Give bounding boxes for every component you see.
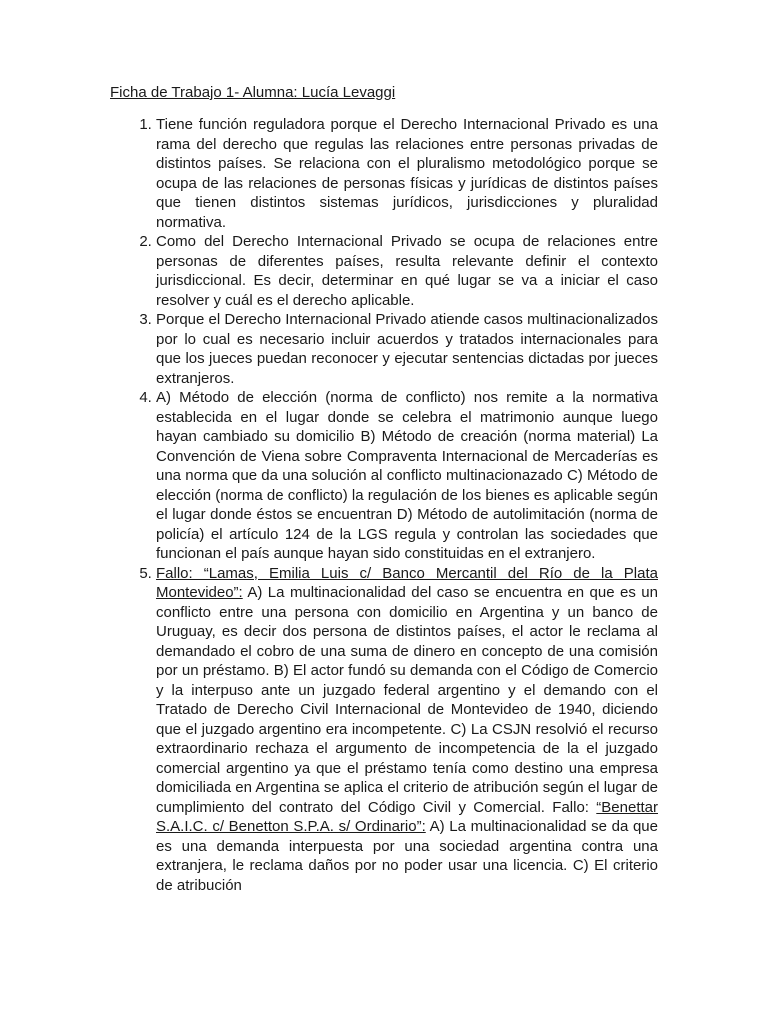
item-text: Como del Derecho Internacional Privado se ocupa de relaciones entre personas de diferentes países, resulta relevante definir el contexto jurisdiccional. Es decir, determinar en qué lugar se va a iniciar el caso resolver y cuál es el derecho aplicable. [156, 233, 658, 309]
fallo-benettar-text: A) La multinacionalidad se da que es una demanda interpuesta por una sociedad argentina contra una extranjera, le reclama daños por no poder usar una licencia. C) El criterio de atribución [156, 818, 658, 894]
list-item [156, 388, 658, 564]
item-text: A) Método de elección (norma de conflicto) nos remite a la normativa establecida en el lugar donde se celebra el matrimonio aunque luego hayan cambiado su domicilio B) Método de creación (norma material) La Convención de Viena sobre Compraventa Internacional de Mercaderías es una norma que da una solución al conflicto multinacionazado C) Método de elección (norma de conflicto) la regulación de los bienes es aplicable según el lugar donde éstos se encuentran D) Método de autolimitación (norma de policía) el artículo 124 de la LGS regula y controlan las sociedades que funcionan el país aunque hayan sido constituidas en el extranjero. [156, 389, 658, 562]
list-item [156, 310, 658, 388]
item-text: Porque el Derecho Internacional Privado atiende casos multinacionalizados por lo cual es necesario incluir acuerdos y tratados internacionales para que los jueces puedan reconocer y ejecutar sentencias dictadas por jueces extranjeros. [156, 311, 658, 387]
fallo-benettar-title: “Benettar S.A.I.C. c/ Benetton S.P.A. s/ Ordinario”: [156, 798, 658, 835]
document-title: Ficha de Trabajo 1- Alumna: Lucía Levaggi [110, 84, 396, 101]
list-item [156, 232, 658, 310]
fallo-lamas-text: A) La multinacionalidad del caso se encuentra en que es un conflicto entre una persona con domicilio en Argentina y un banco de Uruguay, es decir dos persona de distintos países, el actor le reclama al demandado el cobro de una suma de dinero en concepto de una comisión por un préstamo. B) El actor fundó su demanda con el Código de Comercio y la interpuso ante un juzgado federal argentino y el demando con el Tratado de Derecho Civil Internacional de Montevideo de 1940, diciendo que el juzgado argentino era incompetente. C) La CSJN resolvió el recurso extraordinario rechaza el argumento de incompetencia de la el juzgado comercial argentino ya que el préstamo tenía como destino una empresa domiciliada en Argentina se aplica el criterio de atribución según el lugar de cumplimiento del contrato del Código Civil y Comercial. Fallo: [156, 584, 658, 816]
item-text: Tiene función reguladora porque el Derecho Internacional Privado es una rama del derecho que regulas las relaciones entre personas privadas de distintos países. Se relaciona con el pluralismo metodológico porque se ocupa de las relaciones de personas físicas y jurídicas de distintos países que tienen distintos sistemas jurídicos, jurisdicciones y pluralidad normativa. [156, 116, 658, 231]
list-item [156, 115, 658, 232]
list-item [156, 564, 658, 896]
answers-list [110, 115, 658, 895]
fallo-lamas-title: Fallo: “Lamas, Emilia Luis c/ Banco Mercantil del Río de la Plata Montevideo”: [156, 564, 658, 601]
